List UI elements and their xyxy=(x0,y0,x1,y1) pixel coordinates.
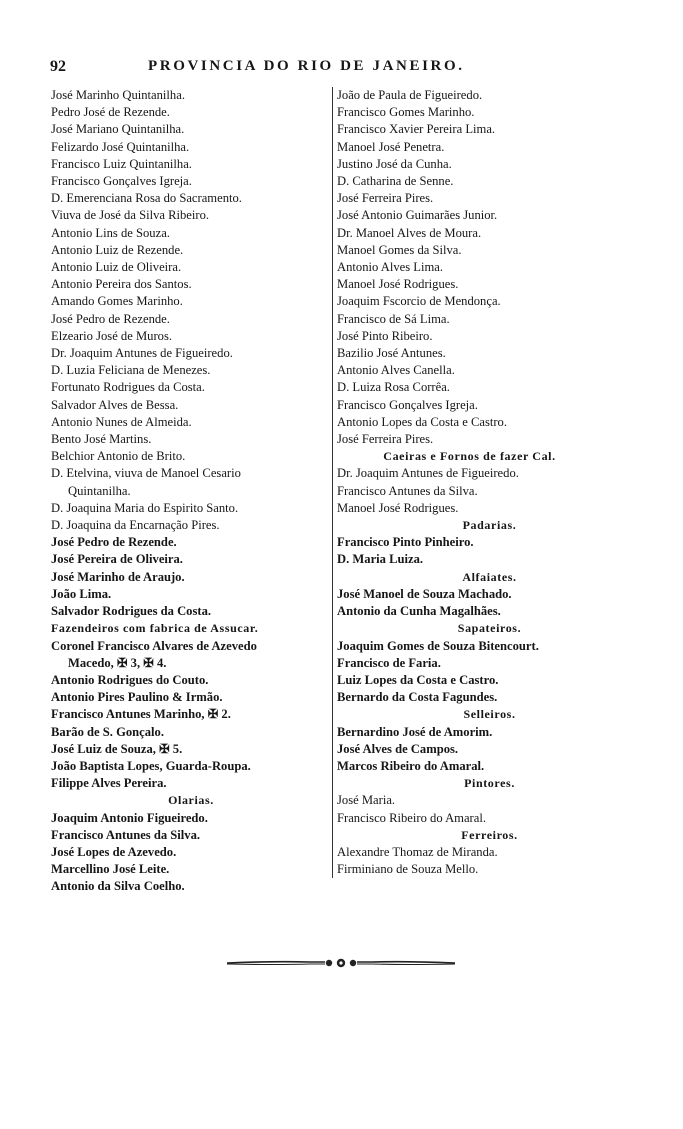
list-item: Amando Gomes Marinho. xyxy=(51,294,183,309)
list-item-continuation: Macedo, ✠ 3, ✠ 4. xyxy=(68,655,167,670)
list-item: Manoel José Penetra. xyxy=(337,139,445,154)
list-item: Salvador Alves de Bessa. xyxy=(51,397,179,412)
list-item: Felizardo José Quintanilha. xyxy=(51,139,190,154)
list-item: Firminiano de Souza Mello. xyxy=(337,862,479,877)
list-item: José Luiz de Souza, ✠ 5. xyxy=(51,741,183,756)
list-item: Dr. Manoel Alves de Moura. xyxy=(337,225,482,240)
list-item: D. Emerenciana Rosa do Sacramento. xyxy=(51,191,242,206)
section-heading-pintores: Pintores. xyxy=(464,776,515,791)
list-item: José Marinho Quintanilha. xyxy=(51,88,185,102)
list-item: Manoel Gomes da Silva. xyxy=(337,242,462,257)
list-item: Antonio Pereira dos Santos. xyxy=(51,277,192,292)
left-column xyxy=(51,87,331,896)
list-item: Barão de S. Gonçalo. xyxy=(51,724,164,739)
list-item: D. Joaquina da Encarnação Pires. xyxy=(51,518,220,533)
section-heading-caeiras: Caeiras e Fornos de fazer Cal. xyxy=(383,449,556,464)
list-item: Antonio Luiz de Rezende. xyxy=(51,242,184,257)
section-heading-selleiros: Selleiros. xyxy=(463,707,516,722)
list-item: D. Catharina de Senne. xyxy=(337,174,454,189)
column-divider xyxy=(332,87,333,878)
list-item: Bazilio José Antunes. xyxy=(337,346,446,361)
list-item: Antonio Nunes de Almeida. xyxy=(51,414,192,429)
list-item: Francisco Gonçalves Igreja. xyxy=(337,397,478,412)
list-item: José Ferreira Pires. xyxy=(337,191,434,206)
list-item: D. Luzia Feliciana de Menezes. xyxy=(51,363,211,378)
list-item: Joaquim Gomes de Souza Bitencourt. xyxy=(337,638,539,653)
list-item: Antonio Rodrigues do Couto. xyxy=(51,672,209,687)
list-item: Filippe Alves Pereira. xyxy=(51,776,167,791)
left-entries-a xyxy=(51,87,331,465)
list-item: Francisco de Faria. xyxy=(337,655,441,670)
list-item: José Alves de Campos. xyxy=(337,741,459,756)
list-item: Antonio Alves Canella. xyxy=(337,363,455,378)
list-item: José Pedro de Rezende. xyxy=(51,535,177,550)
list-item: Dr. Joaquim Antunes de Figueiredo. xyxy=(337,466,519,481)
list-item: João de Paula de Figueiredo. xyxy=(337,88,483,102)
page-header xyxy=(50,58,525,82)
list-item: Manoel José Rodrigues. xyxy=(337,500,459,515)
list-item: Marcos Ribeiro do Amaral. xyxy=(337,758,485,773)
list-item: José Lopes de Azevedo. xyxy=(51,844,177,859)
list-item: Marcellino José Leite. xyxy=(51,862,170,877)
list-item: D. Joaquina Maria do Espirito Santo. xyxy=(51,500,239,515)
list-item: Antonio da Cunha Magalhães. xyxy=(337,604,501,619)
ornament-divider xyxy=(225,956,457,970)
list-item: Francisco Antunes Marinho, ✠ 2. xyxy=(51,707,231,722)
list-item: Manoel José Rodrigues. xyxy=(337,277,459,292)
list-item: José Pinto Ribeiro. xyxy=(337,328,433,343)
list-item: Dr. Joaquim Antunes de Figueiredo. xyxy=(51,346,233,361)
list-item: Luiz Lopes da Costa e Castro. xyxy=(337,672,499,687)
list-item: José Pereira de Oliveira. xyxy=(51,552,183,567)
list-item: Francisco Antunes da Silva. xyxy=(51,827,201,842)
list-item: Pedro José de Rezende. xyxy=(51,105,170,120)
page-number: 92 xyxy=(50,58,66,75)
list-item: Fortunato Rodrigues da Costa. xyxy=(51,380,205,395)
list-item: D. Maria Luiza. xyxy=(337,552,424,567)
running-title: PROVINCIA DO RIO DE JANEIRO. xyxy=(148,58,465,74)
list-item: Antonio Alves Lima. xyxy=(337,260,443,275)
list-item: José Ferreira Pires. xyxy=(337,432,434,447)
section-heading-alfaiates: Alfaiates. xyxy=(462,569,517,584)
list-item-continuation: Quintanilha. xyxy=(68,483,131,498)
list-item: Antonio Lopes da Costa e Castro. xyxy=(337,414,507,429)
list-item: Belchior Antonio de Brito. xyxy=(51,449,186,464)
list-item: João Baptista Lopes, Guarda-Roupa. xyxy=(51,758,251,773)
list-item: Antonio Lins de Souza. xyxy=(51,225,170,240)
list-item: Francisco Luiz Quintanilha. xyxy=(51,156,192,171)
list-item: Joaquim Antonio Figueiredo. xyxy=(51,810,208,825)
section-heading-fazendeiros: Fazendeiros com fabrica de Assucar. xyxy=(51,621,259,636)
list-item: José Pedro de Rezende. xyxy=(51,311,170,326)
list-item: Francisco Gomes Marinho. xyxy=(337,105,475,120)
list-item: Antonio da Silva Coelho. xyxy=(51,879,185,894)
list-item: Francisco de Sá Lima. xyxy=(337,311,450,326)
list-item: Alexandre Thomaz de Miranda. xyxy=(337,844,498,859)
list-item: D. Luiza Rosa Corrêa. xyxy=(337,380,450,395)
list-item: Francisco Pinto Pinheiro. xyxy=(337,535,474,550)
section-heading-olarias: Olarias. xyxy=(168,793,214,808)
section-heading-padarias: Padarias. xyxy=(462,518,517,533)
list-item: Elzeario José de Muros. xyxy=(51,328,173,343)
section-heading-ferreiros: Ferreiros. xyxy=(461,827,518,842)
list-item: Coronel Francisco Alvares de Azevedo xyxy=(51,638,257,653)
list-item: José Maria. xyxy=(337,793,396,808)
list-item: Viuva de José da Silva Ribeiro. xyxy=(51,208,210,223)
list-item: José Manoel de Souza Machado. xyxy=(337,586,512,601)
right-column xyxy=(337,87,602,878)
list-item: José Antonio Guimarães Junior. xyxy=(337,208,498,223)
list-item: Joaquim Fscorcio de Mendonça. xyxy=(337,294,501,309)
list-item: Francisco Ribeiro do Amaral. xyxy=(337,810,486,825)
list-item: Antonio Luiz de Oliveira. xyxy=(51,260,182,275)
list-item: Salvador Rodrigues da Costa. xyxy=(51,604,212,619)
list-item: José Marinho de Araujo. xyxy=(51,569,185,584)
list-item: Francisco Xavier Pereira Lima. xyxy=(337,122,496,137)
list-item: D. Etelvina, viuva de Manoel Cesario xyxy=(51,466,241,481)
list-item: Bernardo da Costa Fagundes. xyxy=(337,690,498,705)
list-item: Antonio Pires Paulino & Irmão. xyxy=(51,690,223,705)
list-item: José Mariano Quintanilha. xyxy=(51,122,185,137)
section-heading-sapateiros: Sapateiros. xyxy=(457,621,522,636)
list-item: João Lima. xyxy=(51,586,112,601)
list-item: Bento José Martins. xyxy=(51,432,152,447)
list-item: Justino José da Cunha. xyxy=(337,156,452,171)
list-item: Francisco Antunes da Silva. xyxy=(337,483,478,498)
list-item: Francisco Gonçalves Igreja. xyxy=(51,174,192,189)
list-item: Bernardino José de Amorim. xyxy=(337,724,493,739)
